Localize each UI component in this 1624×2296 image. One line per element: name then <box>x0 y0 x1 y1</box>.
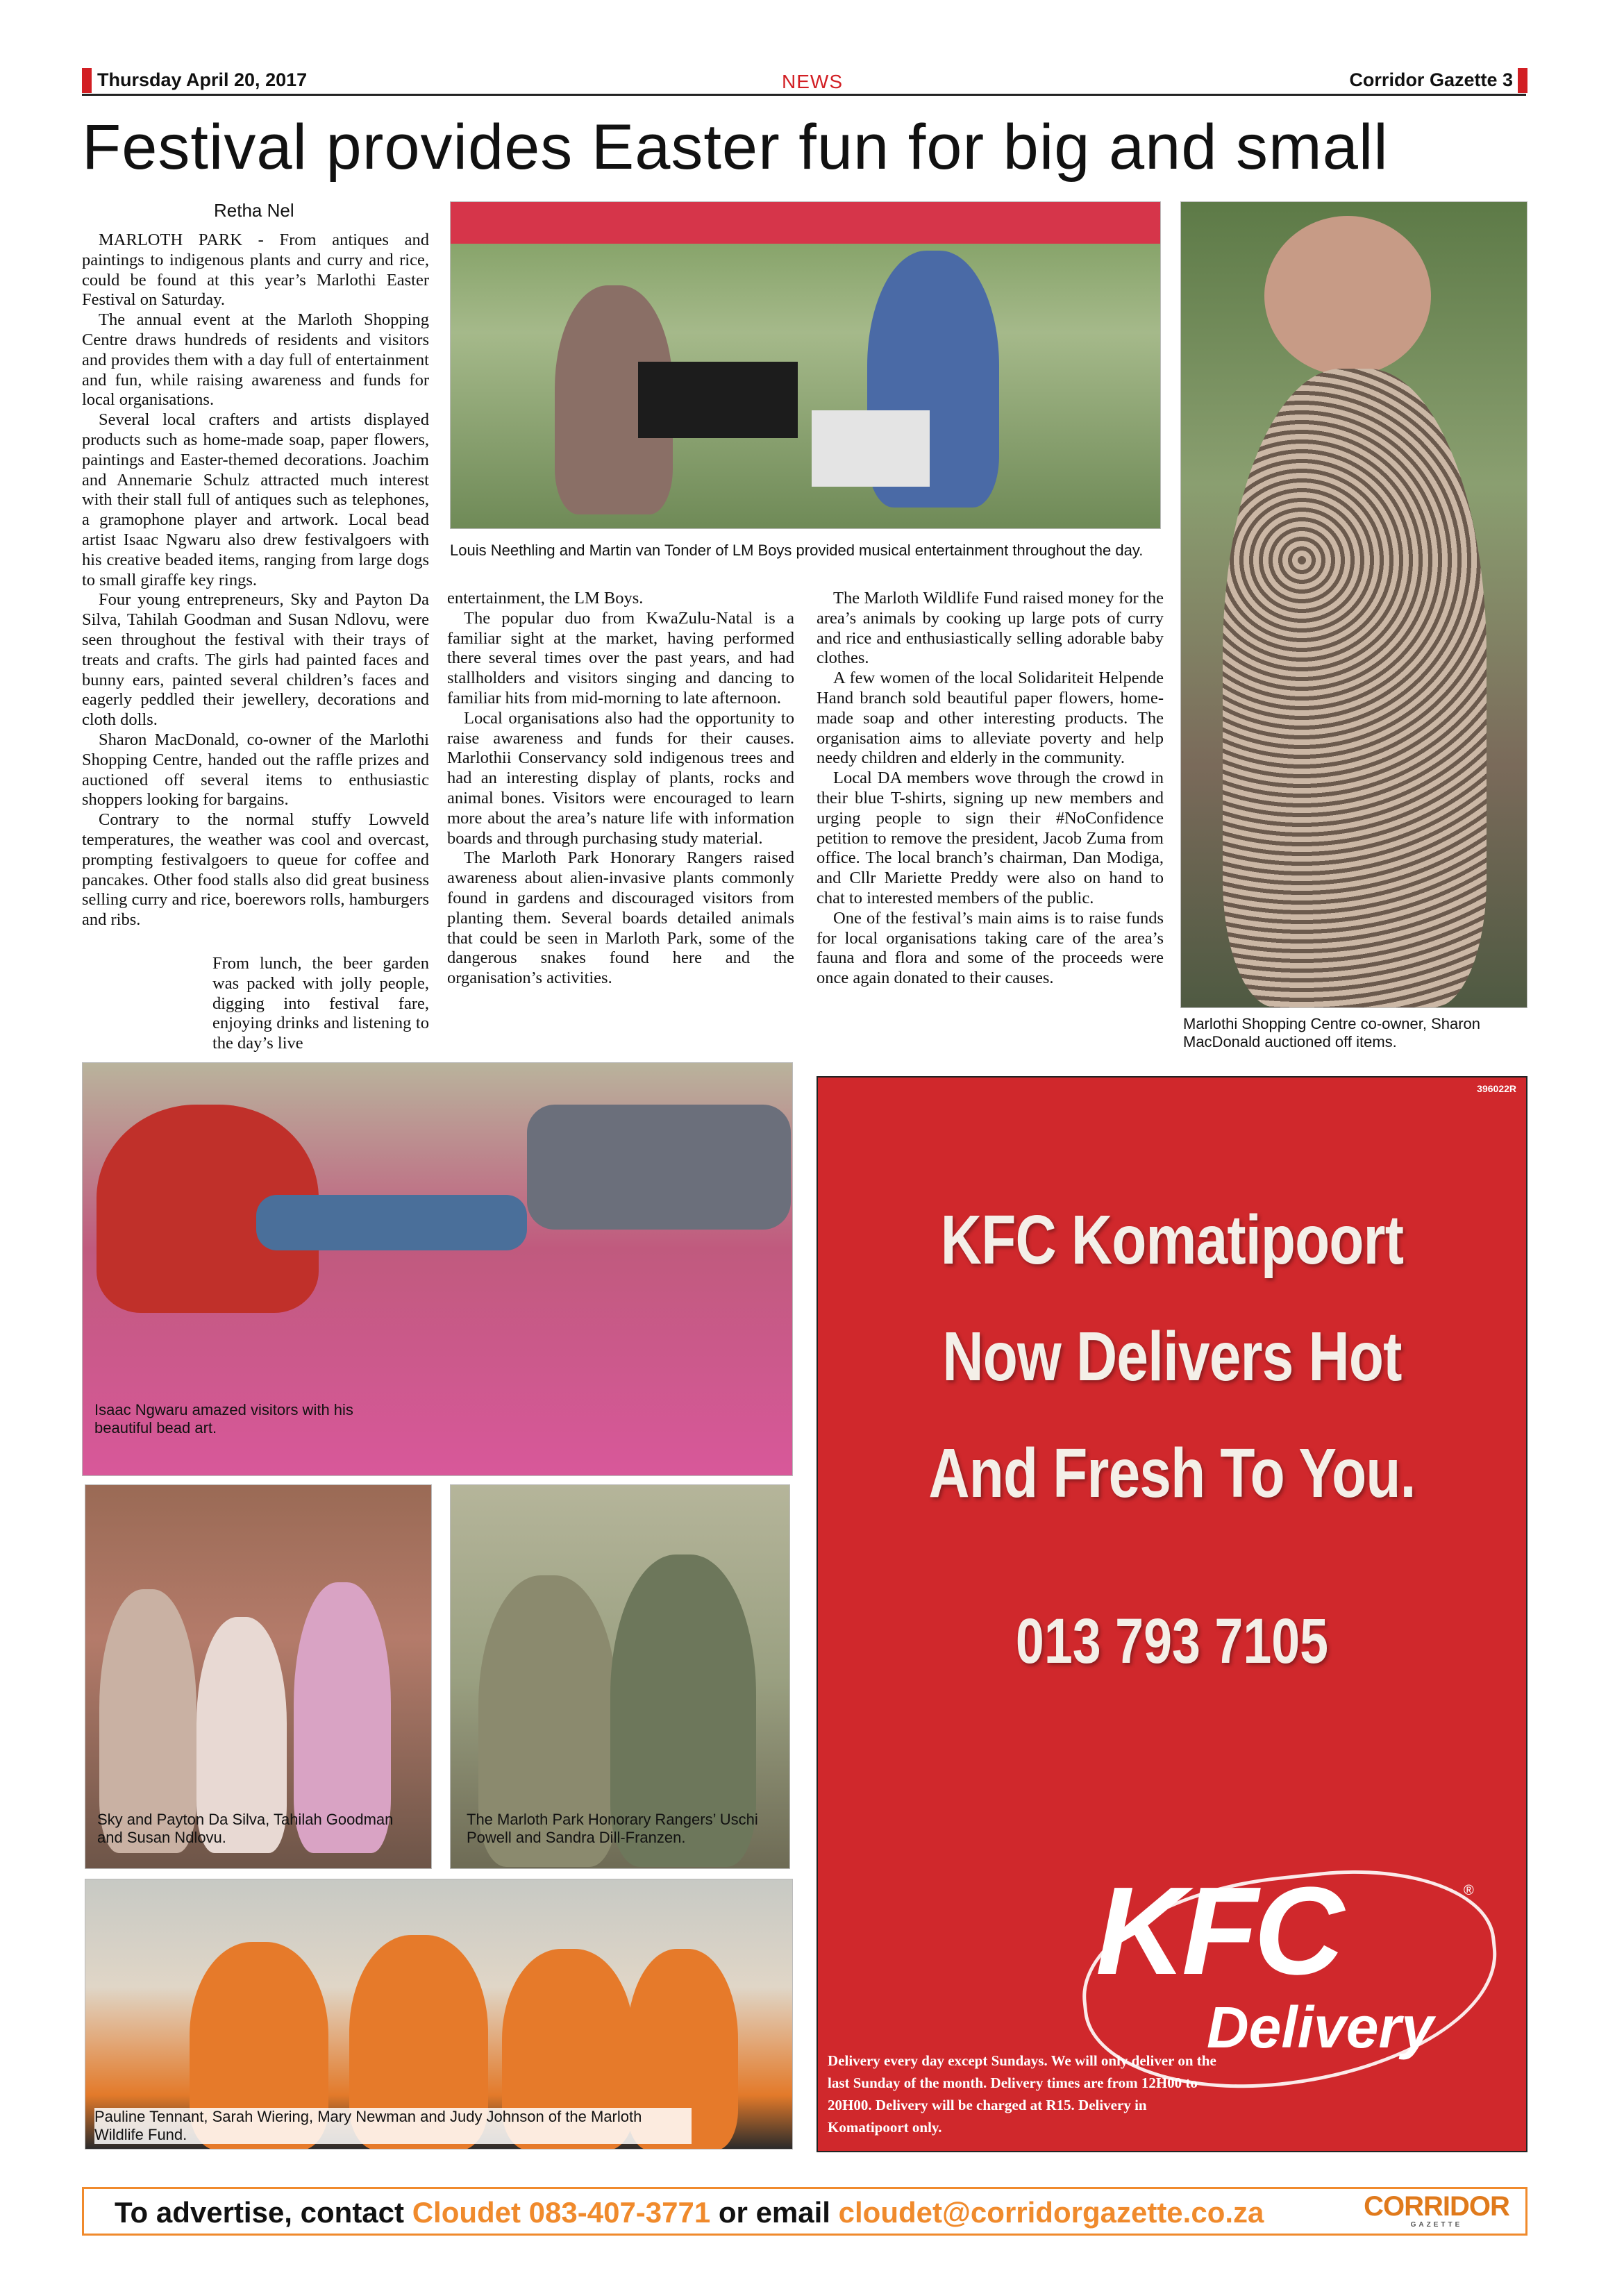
kfc-advertisement[interactable] <box>817 1076 1527 2152</box>
paragraph: The Marloth Wildlife Fund raised money for the area’s animals by cooking up large pots of curry and rice and enthusiastically selling adorable baby clothes. <box>817 589 1164 668</box>
paragraph: entertainment, the LM Boys. <box>447 589 644 607</box>
article-column-3 <box>817 589 1164 989</box>
music-stand <box>638 362 798 438</box>
kfc-logo: KFC <box>1096 1861 1340 2001</box>
footer-contact-line <box>115 2196 1264 2229</box>
photo-lm-boys <box>450 201 1161 529</box>
paragraph: A few women of the local Solidariteit Helpende Hand branch sold beautiful paper flowers, home-made soap and other interesting products. The organisation aims to alleviate poverty and help needy children and elderly in the community. <box>817 669 1164 768</box>
caption-rangers: The Marloth Park Honorary Rangers’ Uschi Powell and Sandra Dill-Franzen. <box>467 1811 758 1846</box>
article-headline: Festival provides Easter fun for big and small <box>82 112 1389 183</box>
paragraph: The annual event at the Marloth Shopping Centre draws hundreds of residents and visitors and provides them with a day full of entertainment and fun, while raising awareness and funds for local organisations. <box>82 310 429 410</box>
paragraph: The Marloth Park Honorary Rangers raised awareness about alien-invasive plants commonly found in gardens and discouraged visitors from planting them. Several boards detailed animals that could be seen in Marloth Park, some of the dangerous snakes found here and the organisation’s activities. <box>447 848 794 988</box>
corridor-gazette-logo <box>1360 2192 1513 2232</box>
paper-page-number: Corridor Gazette 3 <box>1349 69 1513 90</box>
article-column-1-wrap <box>212 954 429 1054</box>
ad-headline-line: Now Delivers Hot <box>942 1318 1402 1396</box>
header-accent-left <box>82 68 92 93</box>
paragraph: From lunch, the beer garden was packed with jolly people, digging into festival fare, enjoying drinks and listening to the day’s live <box>212 954 429 1053</box>
caption-band: Louis Neethling and Martin van Tonder of LM Boys provided musical entertainment throughout the day. <box>450 542 1144 559</box>
article-column-1 <box>82 231 429 930</box>
issue-date: Thursday April 20, 2017 <box>97 69 308 90</box>
caption-isaac: Isaac Ngwaru amazed visitors with his beautiful bead art. <box>94 1401 353 1436</box>
paragraph: Sharon MacDonald, co-owner of the Marlothi Shopping Centre, handed out the raffle prizes and auctioned off several items to enthusiastic shoppers looking for bargains. <box>82 730 429 810</box>
logo-main: CORRIDOR <box>1364 2191 1509 2222</box>
kfc-delivery-label: Delivery <box>1207 1995 1434 2060</box>
footer-contact-phone[interactable]: Cloudet 083-407-3771 <box>412 2196 711 2229</box>
logo-sub: GAZETTE <box>1410 2221 1463 2229</box>
paragraph: MARLOTH PARK - From antiques and paintings to indigenous plants and curry and rice, could be found at this year’s Marlothi Easter Festival on Saturday. <box>82 231 429 310</box>
photo-sharon-macdonald <box>1180 201 1527 1008</box>
artist-legs <box>256 1195 527 1250</box>
laptop <box>812 410 930 487</box>
caption-sharon: Marlothi Shopping Centre co-owner, Sharon MacDonald auctioned off items. <box>1183 1015 1481 1050</box>
ad-fine-print: Delivery every day except Sundays. We will only deliver on the last Sunday of the month. Delivery times are from 12H00 to 20H00. Delivery will be charged at R15. Delivery in Komatipoort only. <box>828 2052 1216 2136</box>
header-accent-right <box>1518 68 1527 93</box>
caption-kids: Sky and Payton Da Silva, Tahilah Goodman and Susan Ndlovu. <box>97 1811 394 1846</box>
speaker-head <box>1264 216 1431 376</box>
speaker-body <box>1223 369 1487 1007</box>
paragraph: One of the festival’s main aims is to raise funds for local organisations taking care of the area’s fauna and flora and some of the proceeds were once again donated to their causes. <box>817 908 1164 988</box>
paragraph: Four young entrepreneurs, Sky and Payton Da Silva, Tahilah Goodman and Susan Ndlovu, were seen throughout the festival with their trays of treats and crafts. The girls had painted faces and bunny ears, painted several children’s faces and eagerly peddled their jewellery, decorations and cloth dolls. <box>82 590 429 730</box>
ad-reference-code: 396022R <box>1477 1083 1516 1094</box>
paragraph: Several local crafters and artists displayed products such as home-made soap, paper flowers, paintings and Easter-themed decorations. Joachim and Annemarie Schulz attracted much interest with their stall full of antiques such as telephones, a gramophone player and artwork. Local bead artist Isaac Ngwaru also drew festivalgoers with his creative beaded items, ranging from large dogs to small giraffe key rings. <box>82 410 429 589</box>
paragraph: Contrary to the normal stuffy Lowveld temperatures, the weather was cool and overcast, prompting festivalgoers to queue for coffee and pancakes. Other food stalls also did great business selling curry and rice, boerewors rolls, hamburgers and ribs. <box>82 810 429 930</box>
ad-headline-line: And Fresh To You. <box>928 1434 1416 1512</box>
paragraph: The popular duo from KwaZulu-Natal is a familiar sight at the market, having performed there several times over the past years, and had stallholders and visitors singing and dancing to familiar hits from mid-morning to late afternoon. <box>447 608 794 707</box>
paragraph: Local organisations also had the opportunity to raise awareness and funds for their causes. Marlothii Conservancy sold indigenous trees and had an interesting display of plants, rocks and animal bones. Visitors were encouraged to learn more about the area’s nature life with information boards and through purchasing study material. <box>447 708 794 848</box>
ad-headline <box>882 1182 1462 1532</box>
advertising-footer <box>82 2187 1527 2236</box>
article-column-2 <box>447 589 794 989</box>
caption-wildlife: Pauline Tennant, Sarah Wiering, Mary Newman and Judy Johnson of the Marloth Wildlife Fund. <box>94 2108 692 2144</box>
footer-mid: or email <box>710 2196 839 2229</box>
ad-phone-number: 013 793 7105 <box>1015 1606 1329 1677</box>
paragraph: Local DA members wove through the crowd in their blue T-shirts, signing up new members and urging people to sign their #NoConfidence petition to remove the president, Jacob Zuma from office. The local branch’s chairman, Dan Modiga, and Cllr Mariette Preddy were also on hand to chat to interested members of the public. <box>817 769 1164 907</box>
footer-lead: To advertise, contact <box>115 2196 412 2229</box>
article-byline: Retha Nel <box>214 200 294 221</box>
footer-contact-email[interactable]: cloudet@corridorgazette.co.za <box>838 2196 1264 2229</box>
tent-canopy <box>451 202 1160 244</box>
section-label: NEWS <box>782 71 843 92</box>
bags <box>527 1105 791 1230</box>
ad-headline-line: KFC Komatipoort <box>940 1201 1404 1279</box>
registered-mark: ® <box>1464 1883 1474 1898</box>
